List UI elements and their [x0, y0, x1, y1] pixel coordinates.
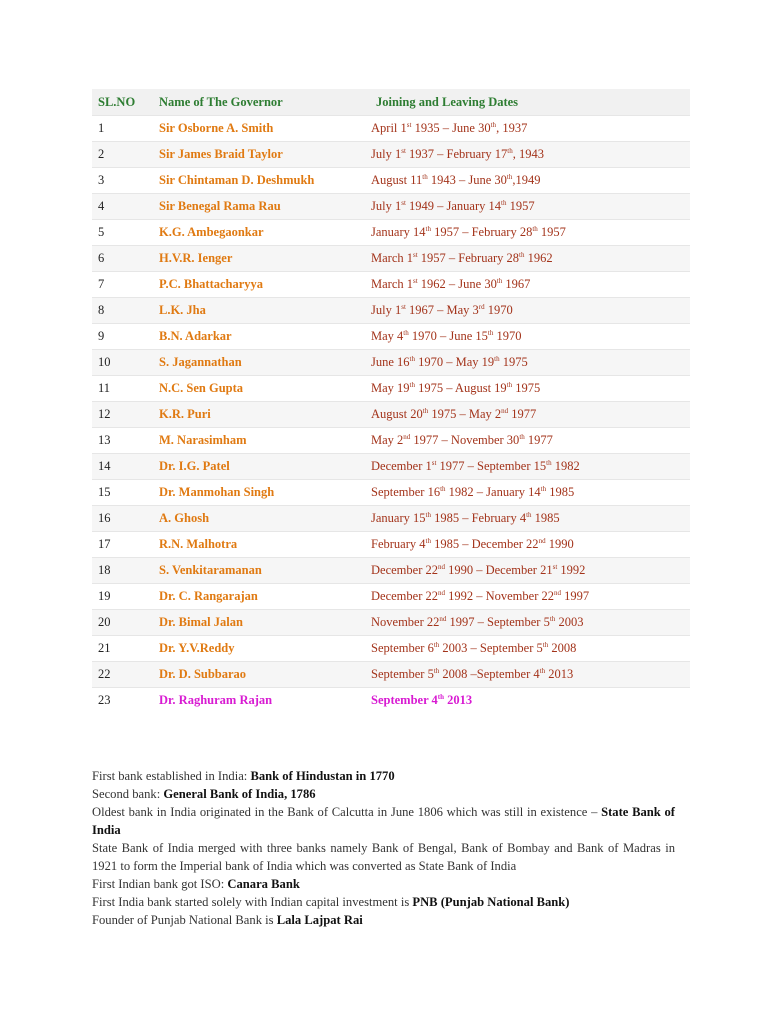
date-y1: 1992 – November 22: [444, 589, 554, 603]
row-dates: [371, 194, 690, 220]
governors-table: [92, 89, 690, 713]
row-sl-no: 16: [92, 506, 159, 532]
date-d1: November 22: [371, 615, 440, 629]
row-governor-name: Dr. D. Subbarao: [159, 662, 371, 688]
row-sl-no: 18: [92, 558, 159, 584]
row-sl-no: 21: [92, 636, 159, 662]
table-row: [92, 402, 690, 428]
row-dates: [371, 116, 690, 142]
date-y1: 1957 – February 28: [430, 225, 533, 239]
date-y2: 1962: [524, 251, 553, 265]
date-y2: 1997: [561, 589, 590, 603]
date-s2: th: [532, 224, 538, 233]
date-s1: nd: [437, 588, 445, 597]
fact-line: [92, 803, 675, 839]
date-y2: 1957: [537, 225, 566, 239]
row-dates: [371, 506, 690, 532]
date-s2: nd: [538, 536, 546, 545]
table-body: [92, 116, 690, 714]
row-governor-name: M. Narasimham: [159, 428, 371, 454]
table-row: [92, 194, 690, 220]
date-s2: th: [519, 250, 525, 259]
row-dates: [371, 454, 690, 480]
date-d1: January 14: [371, 225, 426, 239]
row-dates: [371, 246, 690, 272]
date-d1: June 16: [371, 355, 410, 369]
row-sl-no: 5: [92, 220, 159, 246]
date-s1: th: [403, 328, 409, 337]
header-dates: Joining and Leaving Dates: [371, 89, 690, 116]
date-d1: May 19: [371, 381, 410, 395]
date-s2: th: [546, 458, 552, 467]
row-governor-name: A. Ghosh: [159, 506, 371, 532]
table-row: [92, 662, 690, 688]
date-y1: 1975 – August 19: [415, 381, 507, 395]
banking-facts: [92, 767, 675, 929]
date-s1: nd: [439, 614, 447, 623]
fact-text: Oldest bank in India originated in the Bank of Calcutta in June 1806 which was still in existence –: [92, 805, 602, 819]
table-header-row: [92, 89, 690, 116]
row-governor-name: S. Jagannathan: [159, 350, 371, 376]
fact-highlight: Lala Lajpat Rai: [276, 913, 363, 927]
row-governor-name: R.N. Malhotra: [159, 532, 371, 558]
date-s1: st: [413, 276, 418, 285]
table-row: [92, 220, 690, 246]
date-y2: 1957: [506, 199, 535, 213]
row-dates: [371, 610, 690, 636]
fact-text: First Indian bank got ISO:: [92, 877, 228, 891]
date-d1: July 1: [371, 147, 402, 161]
date-y1: 1990 – December 21: [444, 563, 553, 577]
fact-line: [92, 875, 675, 893]
fact-line: [92, 785, 675, 803]
date-d1: September 6: [371, 641, 434, 655]
date-s1: th: [433, 666, 440, 675]
date-y2: 1992: [557, 563, 586, 577]
date-d1: August 20: [371, 407, 423, 421]
fact-line: [92, 893, 675, 911]
table-row: [92, 142, 690, 168]
date-s1: nd: [403, 432, 411, 441]
date-s1: th: [422, 406, 429, 415]
date-y2: 1985: [531, 511, 560, 525]
row-sl-no: 19: [92, 584, 159, 610]
row-dates: [371, 584, 690, 610]
row-sl-no: 10: [92, 350, 159, 376]
date-y1: 1935 – June 30: [411, 121, 491, 135]
row-dates: [371, 636, 690, 662]
date-y1: 1957 – February 28: [417, 251, 520, 265]
row-sl-no: 22: [92, 662, 159, 688]
row-sl-no: 1: [92, 116, 159, 142]
row-sl-no: 8: [92, 298, 159, 324]
date-s1: th: [425, 536, 431, 545]
row-governor-name: P.C. Bhattacharyya: [159, 272, 371, 298]
date-s1: th: [440, 484, 446, 493]
date-y1: 1982 – January 14: [445, 485, 541, 499]
row-governor-name: N.C. Sen Gupta: [159, 376, 371, 402]
row-sl-no: 9: [92, 324, 159, 350]
row-governor-name: K.G. Ambegaonkar: [159, 220, 371, 246]
date-s2: th: [490, 120, 497, 129]
date-d1: December 22: [371, 563, 438, 577]
date-y2: ,1949: [512, 173, 541, 187]
date-y2: 1970: [484, 303, 513, 317]
date-d1: July 1: [371, 303, 402, 317]
fact-highlight: Canara Bank: [227, 877, 300, 891]
date-d1: August 11: [371, 173, 423, 187]
date-s1: st: [401, 146, 406, 155]
row-governor-name: Dr. C. Rangarajan: [159, 584, 371, 610]
date-d1: September 16: [371, 485, 441, 499]
table-row: [92, 116, 690, 142]
date-y1: 1985 – February 4: [430, 511, 527, 525]
date-s2: th: [540, 484, 547, 493]
row-governor-name: Dr. Bimal Jalan: [159, 610, 371, 636]
date-s2: th: [501, 198, 507, 207]
date-s2: th: [539, 666, 546, 675]
date-s1: st: [406, 120, 412, 129]
date-y1: 1937 – February 17: [405, 147, 508, 161]
date-y2: 2013: [545, 667, 574, 681]
fact-text: State Bank of India merged with three banks namely Bank of Bengal, Bank of Bombay and Bank of Madras in 1921 to form the Imperial bank of India which was converted as State Bank of India: [92, 841, 675, 873]
date-s1: st: [401, 302, 406, 311]
row-dates: [371, 272, 690, 298]
date-y2: 1975: [512, 381, 541, 395]
table-row: [92, 272, 690, 298]
date-d1: July 1: [371, 199, 402, 213]
row-governor-name: Dr. Y.V.Reddy: [159, 636, 371, 662]
date-s1: th: [425, 510, 431, 519]
row-sl-no: 2: [92, 142, 159, 168]
date-y1: 1943 – June 30: [427, 173, 507, 187]
row-governor-name: Dr. Raghuram Rajan: [159, 688, 371, 714]
date-y2: 1977: [524, 433, 553, 447]
date-d1: December 1: [371, 459, 432, 473]
row-sl-no: 20: [92, 610, 159, 636]
date-d1: January 15: [371, 511, 426, 525]
table-row: [92, 168, 690, 194]
date-d1: September 5: [371, 667, 434, 681]
row-sl-no: 4: [92, 194, 159, 220]
date-y1: 1970 – June 15: [408, 329, 488, 343]
date-y1: 1967 – May 3: [405, 303, 479, 317]
date-y1: 2003 – September 5: [439, 641, 543, 655]
date-y2: 1967: [502, 277, 531, 291]
row-governor-name: Sir Osborne A. Smith: [159, 116, 371, 142]
date-s1: st: [413, 250, 418, 259]
fact-highlight: PNB (Punjab National Bank): [412, 895, 570, 909]
date-y1: 1970 – May 19: [415, 355, 495, 369]
date-s2: th: [507, 146, 513, 155]
table-row: [92, 454, 690, 480]
date-y2: 1985: [546, 485, 575, 499]
row-governor-name: Sir Benegal Rama Rau: [159, 194, 371, 220]
fact-text: First India bank started solely with Indian capital investment is: [92, 895, 413, 909]
date-s2: nd: [501, 406, 509, 415]
row-dates: [371, 402, 690, 428]
fact-text: First bank established in India:: [92, 769, 251, 783]
fact-text: Second bank:: [92, 787, 164, 801]
fact-line: [92, 839, 675, 875]
row-sl-no: 17: [92, 532, 159, 558]
date-s2: th: [549, 614, 556, 623]
date-d1: March 1: [371, 251, 413, 265]
row-dates: [371, 662, 690, 688]
date-d1: May 2: [371, 433, 404, 447]
fact-line: [92, 767, 675, 785]
fact-text: Founder of Punjab National Bank is: [92, 913, 277, 927]
fact-highlight: General Bank of India, 1786: [163, 787, 316, 801]
date-s1: st: [431, 458, 437, 467]
row-dates: [371, 428, 690, 454]
date-y1: 1977 – November 30: [410, 433, 520, 447]
date-d1: March 1: [371, 277, 413, 291]
table-row: [92, 610, 690, 636]
row-governor-name: H.V.R. Ienger: [159, 246, 371, 272]
date-d1: September 4: [371, 693, 438, 707]
row-governor-name: Sir Chintaman D. Deshmukh: [159, 168, 371, 194]
date-y1: 2013: [444, 693, 473, 707]
row-governor-name: L.K. Jha: [159, 298, 371, 324]
table-row: [92, 532, 690, 558]
fact-line: [92, 911, 675, 929]
date-d1: February 4: [371, 537, 426, 551]
date-s2: th: [496, 276, 503, 285]
date-y1: 1949 – January 14: [405, 199, 502, 213]
row-dates: [371, 168, 690, 194]
date-s1: th: [422, 172, 428, 181]
row-dates: [371, 298, 690, 324]
row-governor-name: K.R. Puri: [159, 402, 371, 428]
row-sl-no: 3: [92, 168, 159, 194]
date-d1: April 1: [371, 121, 407, 135]
table-row: [92, 428, 690, 454]
row-governor-name: S. Venkitaramanan: [159, 558, 371, 584]
date-y2: 1982: [551, 459, 580, 473]
date-y2: , 1937: [496, 121, 528, 135]
header-governor-name: Name of The Governor: [159, 89, 371, 116]
row-sl-no: 14: [92, 454, 159, 480]
date-y2: 1970: [493, 329, 522, 343]
row-dates: [371, 558, 690, 584]
table-row: [92, 480, 690, 506]
date-s2: th: [519, 432, 525, 441]
row-governor-name: Sir James Braid Taylor: [159, 142, 371, 168]
fact-highlight: Bank of Hindustan in 1770: [250, 769, 395, 783]
row-sl-no: 23: [92, 688, 159, 714]
date-y1: 1997 – September 5: [446, 615, 550, 629]
row-dates: [371, 532, 690, 558]
row-dates: [371, 324, 690, 350]
date-y1: 1962 – June 30: [417, 277, 497, 291]
row-dates: [371, 220, 690, 246]
fact-highlight: State Bank of India: [92, 805, 675, 837]
row-sl-no: 11: [92, 376, 159, 402]
date-y1: 1985 – December 22: [430, 537, 539, 551]
table-row: [92, 324, 690, 350]
table-row: [92, 636, 690, 662]
date-s2: th: [542, 640, 549, 649]
row-governor-name: Dr. I.G. Patel: [159, 454, 371, 480]
row-sl-no: 7: [92, 272, 159, 298]
date-s2: nd: [554, 588, 561, 597]
table-row: [92, 688, 690, 714]
table-row: [92, 246, 690, 272]
date-s1: nd: [437, 562, 445, 571]
date-s1: th: [437, 692, 445, 701]
date-s1: th: [409, 354, 415, 363]
date-y2: 1990: [545, 537, 574, 551]
date-s2: th: [506, 380, 513, 389]
table-row: [92, 584, 690, 610]
date-y2: 2008: [548, 641, 577, 655]
date-y2: 1977: [508, 407, 537, 421]
date-y2: 1975: [499, 355, 528, 369]
row-governor-name: B.N. Adarkar: [159, 324, 371, 350]
date-s2: th: [487, 328, 494, 337]
table-row: [92, 298, 690, 324]
table-row: [92, 558, 690, 584]
row-sl-no: 13: [92, 428, 159, 454]
row-sl-no: 6: [92, 246, 159, 272]
date-s2: rd: [478, 302, 485, 311]
date-y1: 1977 – September 15: [436, 459, 547, 473]
row-governor-name: Dr. Manmohan Singh: [159, 480, 371, 506]
row-sl-no: 15: [92, 480, 159, 506]
table-row: [92, 350, 690, 376]
date-s2: th: [494, 354, 500, 363]
date-s2: th: [526, 510, 532, 519]
row-sl-no: 12: [92, 402, 159, 428]
date-s1: th: [425, 224, 431, 233]
header-sl-no: SL.NO: [92, 89, 159, 116]
date-y1: 2008 –September 4: [439, 667, 540, 681]
date-s1: th: [409, 380, 415, 389]
row-dates: [371, 480, 690, 506]
date-y1: 1975 – May 2: [428, 407, 502, 421]
row-dates: [371, 688, 690, 714]
table-row: [92, 376, 690, 402]
row-dates: [371, 376, 690, 402]
table-row: [92, 506, 690, 532]
date-s2: st: [552, 562, 558, 571]
date-s1: th: [433, 640, 440, 649]
date-s1: st: [401, 198, 406, 207]
row-dates: [371, 350, 690, 376]
date-d1: May 4: [371, 329, 404, 343]
date-y2: 2003: [555, 615, 584, 629]
date-d1: December 22: [371, 589, 438, 603]
date-y2: , 1943: [512, 147, 544, 161]
row-dates: [371, 142, 690, 168]
date-s2: th: [506, 172, 513, 181]
